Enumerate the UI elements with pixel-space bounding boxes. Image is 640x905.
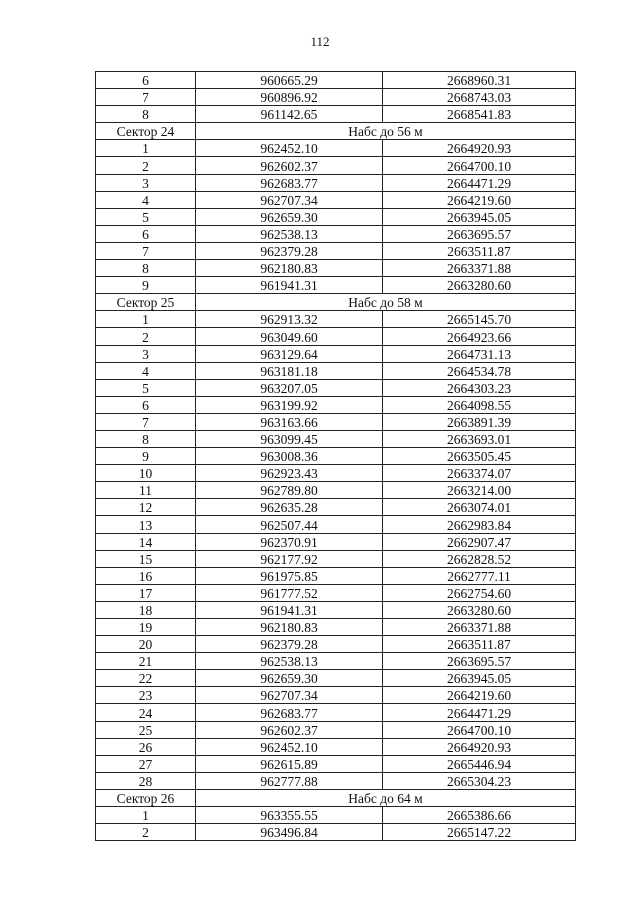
coordinate-x: 962538.13 <box>196 653 383 670</box>
coordinate-y: 2664471.29 <box>383 704 576 721</box>
coordinate-x: 962452.10 <box>196 140 383 157</box>
coordinate-x: 960665.29 <box>196 72 383 89</box>
table-row <box>96 516 576 533</box>
table-row <box>96 465 576 482</box>
coordinate-y: 2663280.60 <box>383 277 576 294</box>
point-number: 19 <box>96 619 196 636</box>
coordinate-x: 963207.05 <box>196 379 383 396</box>
coordinate-x: 961941.31 <box>196 601 383 618</box>
table-row <box>96 208 576 225</box>
table-row <box>96 550 576 567</box>
table-row <box>96 311 576 328</box>
point-number: 6 <box>96 225 196 242</box>
coordinate-y: 2663945.05 <box>383 208 576 225</box>
coordinate-x: 963099.45 <box>196 430 383 447</box>
coordinate-y: 2664534.78 <box>383 362 576 379</box>
table-row <box>96 670 576 687</box>
point-number: 1 <box>96 807 196 824</box>
table-row <box>96 140 576 157</box>
coordinate-y: 2668541.83 <box>383 106 576 123</box>
coordinate-y: 2663695.57 <box>383 225 576 242</box>
coordinate-y: 2664731.13 <box>383 345 576 362</box>
point-number: 2 <box>96 824 196 841</box>
point-number: 9 <box>96 448 196 465</box>
table-row <box>96 721 576 738</box>
table-row <box>96 345 576 362</box>
point-number: 1 <box>96 311 196 328</box>
sector-header-row <box>96 123 576 140</box>
coordinate-x: 962180.83 <box>196 619 383 636</box>
coordinate-x: 962615.89 <box>196 755 383 772</box>
table-row <box>96 379 576 396</box>
point-number: 2 <box>96 328 196 345</box>
table-row <box>96 242 576 259</box>
coordinates-table <box>95 71 576 841</box>
coordinate-x: 962602.37 <box>196 721 383 738</box>
point-number: 6 <box>96 396 196 413</box>
point-number: 16 <box>96 567 196 584</box>
table-row <box>96 174 576 191</box>
point-number: 25 <box>96 721 196 738</box>
coordinate-x: 962707.34 <box>196 687 383 704</box>
table-row <box>96 448 576 465</box>
point-number: 8 <box>96 106 196 123</box>
point-number: 5 <box>96 208 196 225</box>
coordinate-y: 2662777.11 <box>383 567 576 584</box>
coordinate-y: 2664303.23 <box>383 379 576 396</box>
point-number: 9 <box>96 277 196 294</box>
coordinate-y: 2665304.23 <box>383 772 576 789</box>
point-number: 2 <box>96 157 196 174</box>
coordinate-x: 963008.36 <box>196 448 383 465</box>
coordinate-x: 961777.52 <box>196 584 383 601</box>
coordinate-x: 962683.77 <box>196 174 383 191</box>
table-row <box>96 601 576 618</box>
coordinate-x: 961941.31 <box>196 277 383 294</box>
point-number: 15 <box>96 550 196 567</box>
table-row <box>96 89 576 106</box>
table-row <box>96 824 576 841</box>
point-number: 27 <box>96 755 196 772</box>
table-row <box>96 636 576 653</box>
table-row <box>96 277 576 294</box>
point-number: 12 <box>96 499 196 516</box>
table-row <box>96 704 576 721</box>
coordinate-y: 2663374.07 <box>383 465 576 482</box>
coordinates-table-body <box>96 72 576 841</box>
table-row <box>96 328 576 345</box>
coordinate-y: 2663371.88 <box>383 260 576 277</box>
coordinate-y: 2662907.47 <box>383 533 576 550</box>
sector-name: Сектор 25 <box>96 294 196 311</box>
point-number: 8 <box>96 430 196 447</box>
point-number: 3 <box>96 174 196 191</box>
point-number: 8 <box>96 260 196 277</box>
coordinate-y: 2664920.93 <box>383 738 576 755</box>
coordinate-x: 963355.55 <box>196 807 383 824</box>
sector-height-limit: Набс до 58 м <box>196 294 576 311</box>
coordinate-y: 2664471.29 <box>383 174 576 191</box>
table-row <box>96 106 576 123</box>
coordinate-x: 961142.65 <box>196 106 383 123</box>
coordinate-x: 962777.88 <box>196 772 383 789</box>
table-row <box>96 396 576 413</box>
point-number: 7 <box>96 413 196 430</box>
point-number: 7 <box>96 89 196 106</box>
table-row <box>96 362 576 379</box>
point-number: 23 <box>96 687 196 704</box>
coordinate-x: 962913.32 <box>196 311 383 328</box>
coordinate-y: 2663371.88 <box>383 619 576 636</box>
coordinate-x: 962635.28 <box>196 499 383 516</box>
coordinate-y: 2663214.00 <box>383 482 576 499</box>
coordinate-y: 2664923.66 <box>383 328 576 345</box>
table-row <box>96 807 576 824</box>
coordinate-y: 2665386.66 <box>383 807 576 824</box>
coordinate-y: 2663074.01 <box>383 499 576 516</box>
coordinate-y: 2662754.60 <box>383 584 576 601</box>
point-number: 26 <box>96 738 196 755</box>
coordinate-y: 2664219.60 <box>383 687 576 704</box>
point-number: 5 <box>96 379 196 396</box>
coordinate-x: 962379.28 <box>196 636 383 653</box>
sector-name: Сектор 26 <box>96 789 196 806</box>
point-number: 22 <box>96 670 196 687</box>
coordinate-x: 963496.84 <box>196 824 383 841</box>
table-row <box>96 584 576 601</box>
coordinate-y: 2664700.10 <box>383 157 576 174</box>
coordinate-x: 962538.13 <box>196 225 383 242</box>
table-row <box>96 619 576 636</box>
coordinate-x: 962683.77 <box>196 704 383 721</box>
point-number: 7 <box>96 242 196 259</box>
coordinate-x: 962452.10 <box>196 738 383 755</box>
coordinate-x: 963049.60 <box>196 328 383 345</box>
coordinate-y: 2668743.03 <box>383 89 576 106</box>
sector-header-row <box>96 294 576 311</box>
coordinate-y: 2668960.31 <box>383 72 576 89</box>
coordinate-x: 962507.44 <box>196 516 383 533</box>
point-number: 11 <box>96 482 196 499</box>
coordinate-x: 962602.37 <box>196 157 383 174</box>
coordinate-x: 963163.66 <box>196 413 383 430</box>
table-row <box>96 72 576 89</box>
coordinate-y: 2664098.55 <box>383 396 576 413</box>
coordinate-y: 2663891.39 <box>383 413 576 430</box>
coordinate-y: 2664219.60 <box>383 191 576 208</box>
coordinate-x: 962659.30 <box>196 670 383 687</box>
coordinate-x: 960896.92 <box>196 89 383 106</box>
table-row <box>96 157 576 174</box>
coordinate-y: 2665446.94 <box>383 755 576 772</box>
coordinate-y: 2665147.22 <box>383 824 576 841</box>
table-row <box>96 738 576 755</box>
coordinate-x: 963199.92 <box>196 396 383 413</box>
coordinate-x: 962789.80 <box>196 482 383 499</box>
point-number: 14 <box>96 533 196 550</box>
coordinate-y: 2665145.70 <box>383 311 576 328</box>
table-row <box>96 482 576 499</box>
coordinate-x: 961975.85 <box>196 567 383 584</box>
page-number: 112 <box>310 34 330 49</box>
table-row <box>96 225 576 242</box>
coordinate-y: 2662983.84 <box>383 516 576 533</box>
coordinate-y: 2663695.57 <box>383 653 576 670</box>
coordinate-y: 2663505.45 <box>383 448 576 465</box>
table-row <box>96 567 576 584</box>
table-row <box>96 533 576 550</box>
coordinate-x: 962379.28 <box>196 242 383 259</box>
table-row <box>96 755 576 772</box>
coordinate-x: 962707.34 <box>196 191 383 208</box>
coordinate-x: 962177.92 <box>196 550 383 567</box>
point-number: 6 <box>96 72 196 89</box>
coordinate-y: 2663945.05 <box>383 670 576 687</box>
point-number: 4 <box>96 362 196 379</box>
coordinate-x: 962370.91 <box>196 533 383 550</box>
coordinate-y: 2663693.01 <box>383 430 576 447</box>
coordinate-x: 963181.18 <box>196 362 383 379</box>
coordinate-y: 2663511.87 <box>383 636 576 653</box>
point-number: 24 <box>96 704 196 721</box>
coordinate-x: 962659.30 <box>196 208 383 225</box>
coordinate-y: 2664920.93 <box>383 140 576 157</box>
table-row <box>96 260 576 277</box>
point-number: 18 <box>96 601 196 618</box>
sector-header-row <box>96 789 576 806</box>
point-number: 13 <box>96 516 196 533</box>
point-number: 3 <box>96 345 196 362</box>
point-number: 28 <box>96 772 196 789</box>
table-row <box>96 191 576 208</box>
coordinate-x: 962180.83 <box>196 260 383 277</box>
table-row <box>96 772 576 789</box>
table-row <box>96 499 576 516</box>
point-number: 20 <box>96 636 196 653</box>
table-row <box>96 653 576 670</box>
coordinate-x: 963129.64 <box>196 345 383 362</box>
point-number: 17 <box>96 584 196 601</box>
point-number: 10 <box>96 465 196 482</box>
sector-height-limit: Набс до 64 м <box>196 789 576 806</box>
point-number: 1 <box>96 140 196 157</box>
table-row <box>96 430 576 447</box>
table-row <box>96 687 576 704</box>
sector-name: Сектор 24 <box>96 123 196 140</box>
point-number: 4 <box>96 191 196 208</box>
table-row <box>96 413 576 430</box>
sector-height-limit: Набс до 56 м <box>196 123 576 140</box>
coordinate-y: 2662828.52 <box>383 550 576 567</box>
coordinate-y: 2664700.10 <box>383 721 576 738</box>
point-number: 21 <box>96 653 196 670</box>
coordinate-x: 962923.43 <box>196 465 383 482</box>
coordinate-y: 2663511.87 <box>383 242 576 259</box>
coordinate-y: 2663280.60 <box>383 601 576 618</box>
